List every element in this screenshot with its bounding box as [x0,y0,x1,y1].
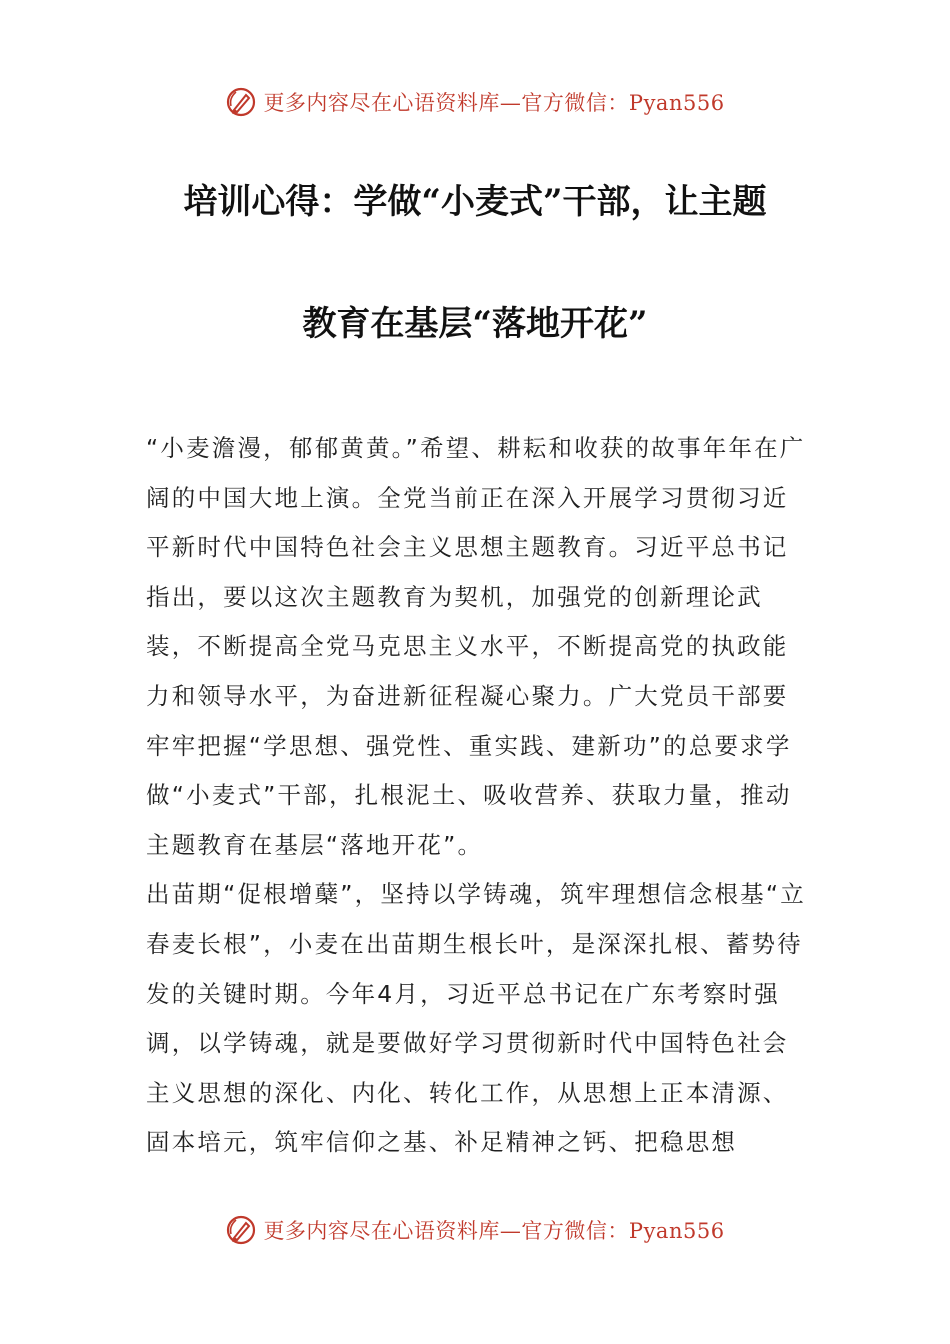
pen-logo-icon [225,1214,257,1246]
paragraph-1: “小麦澹漫，郁郁黄黄。”希望、耕耘和收获的故事年年在广阔的中国大地上演。全党当前正在深入开展学习贯彻习近平新时代中国特色社会主义思想主题教育。习近平总书记指出，要以这次主题教育为契机，加强党的创新理论武装，不断提高全党马克思主义水平，不断提高党的执政能力和领导水平，为奋进新征程凝心聚力。广大党员干部要牢牢把握“学思想、强党性、重实践、建新功”的总要求学做“小麦式”干部，扎根泥土、吸收营养、获取力量，推动主题教育在基层“落地开花”。 [146,434,806,859]
pen-logo-icon [225,86,257,118]
document-body [146,424,806,1168]
document-title-line-1: 培训心得：学做“小麦式”干部，让主题 [183,182,767,222]
footer-watermark [0,1210,950,1250]
watermark-text: 更多内容尽在心语资料库—官方微信：Pyan556 [263,1219,725,1243]
watermark-text: 更多内容尽在心语资料库—官方微信：Pyan556 [263,91,725,115]
header-watermark [0,82,950,122]
document-title-line-2: 教育在基层“落地开花” [302,304,648,344]
paragraph-2: 出苗期“促根增蘖”，坚持以学铸魂，筑牢理想信念根基“立春麦长根”，小麦在出苗期生根长叶，是深深扎根、蓄势待发的关键时期。今年4月，习近平总书记在广东考察时强调，以学铸魂，就是要做好学习贯彻新时代中国特色社会主义思想的深化、内化、转化工作，从思想上正本清源、固本培元，筑牢信仰之基、补足精神之钙、把稳思想 [146,880,806,1157]
